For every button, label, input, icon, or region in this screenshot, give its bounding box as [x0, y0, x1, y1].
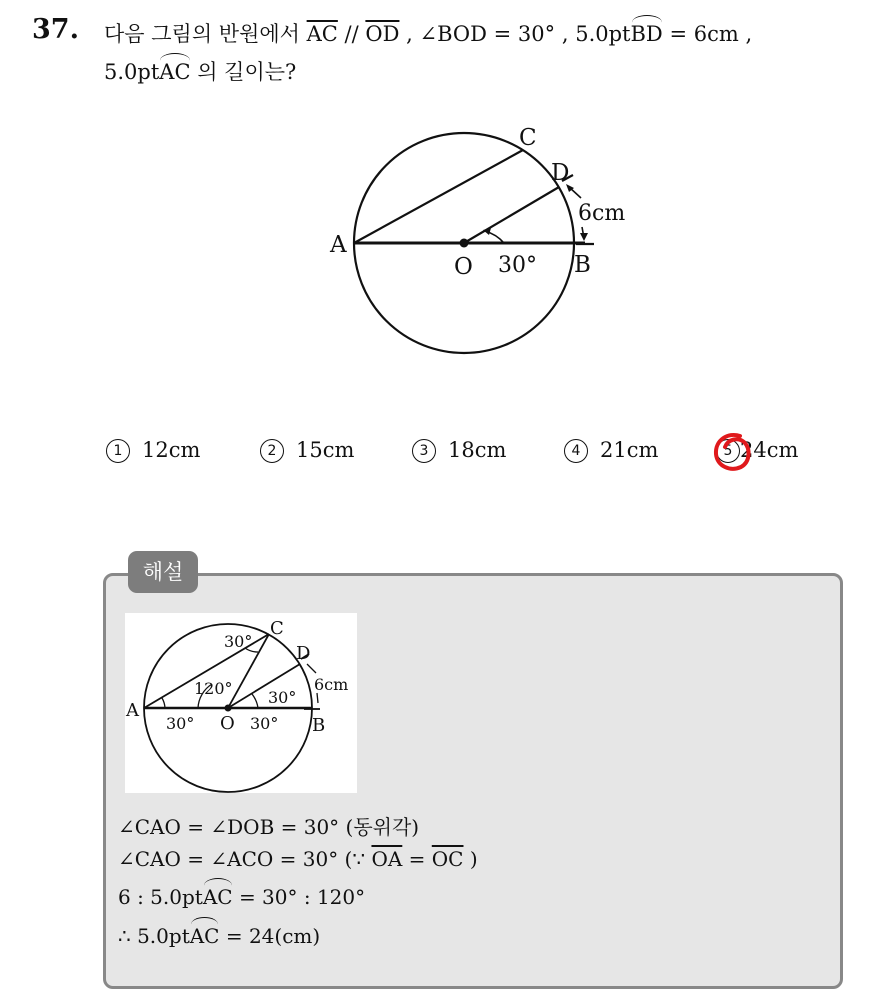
line2-suffix: ): [469, 847, 478, 871]
arc-ac: AC: [159, 60, 191, 84]
solution-line-3: [118, 885, 365, 909]
label-o: O: [220, 713, 235, 734]
segment-od: $\overline{OD}$: [365, 22, 400, 46]
label-angle-a: 30°: [166, 714, 195, 733]
solution-line-4: [118, 924, 320, 948]
angle-bod: ∠BOD = 30°: [419, 22, 556, 46]
problem-figure: [320, 110, 660, 360]
segment-oa: $\overline{OA}$: [371, 847, 403, 871]
length-prefix: 5.0pt: [575, 22, 631, 46]
line4-prefix: ∴ 5.0pt: [118, 924, 190, 948]
arrowhead: [580, 233, 588, 241]
label-angle: 30°: [498, 253, 537, 278]
label-angle-b: 30°: [250, 714, 279, 733]
label-d: D: [551, 160, 570, 186]
segment-oc: $\overline{OC}$: [431, 847, 464, 871]
solution-figure: [125, 613, 357, 793]
answer-mark-icon: [710, 430, 756, 476]
choice-text: 21cm: [600, 438, 659, 462]
choice-3[interactable]: [412, 438, 506, 463]
choice-1[interactable]: [106, 438, 200, 463]
label-length: 6cm: [314, 675, 349, 694]
choice-text: 12cm: [142, 438, 201, 462]
line4-suffix: = 24(cm): [225, 924, 321, 948]
angle-arc: [162, 698, 165, 708]
center-dot: [225, 705, 232, 712]
parallel-symbol: //: [344, 22, 359, 46]
length-value: = 6cm: [669, 22, 739, 46]
angle-arc: [252, 694, 258, 708]
label-b: B: [312, 715, 326, 736]
question-text: 다음 그림의 반원에서: [104, 22, 300, 46]
solution-diagram: [125, 613, 357, 793]
comma: ,: [406, 22, 413, 46]
label-c: C: [519, 125, 537, 151]
label-a: A: [126, 700, 139, 721]
solution-line-2: [118, 847, 478, 871]
question-number: 37.: [32, 14, 79, 45]
arc-bd: BD: [630, 22, 663, 46]
comma: ,: [745, 22, 753, 46]
segment-ac: $\overline{AC}$: [306, 22, 338, 46]
choice-number: 2: [260, 439, 284, 463]
choice-2[interactable]: [260, 438, 354, 463]
line2-prefix: ∠CAO = ∠ACO = 30° (∵: [118, 847, 366, 871]
length-prefix: 5.0pt: [104, 60, 160, 84]
choice-text: 15cm: [296, 438, 355, 462]
choice-number: 4: [564, 439, 588, 463]
label-angle-d: 30°: [268, 688, 297, 707]
choice-number: 3: [412, 439, 436, 463]
question-ask: 의 길이는?: [197, 60, 297, 84]
radius-od: [464, 187, 559, 243]
question-line-2: [104, 56, 296, 86]
solution-tab: 해설: [128, 551, 198, 593]
label-angle-c: 30°: [224, 632, 253, 651]
choice-text: 18cm: [448, 438, 507, 462]
choice-number: 1: [106, 439, 130, 463]
question-line-1: [104, 18, 752, 48]
label-a: A: [330, 232, 347, 258]
choice-5[interactable]: [716, 438, 798, 463]
equals: =: [408, 847, 426, 871]
label-length: 6cm: [578, 201, 626, 226]
label-b: B: [574, 252, 591, 278]
line3-suffix: = 30° : 120°: [238, 885, 366, 909]
arc-ac: AC: [189, 924, 220, 948]
center-dot: [460, 239, 469, 248]
choice-4[interactable]: [564, 438, 658, 463]
arc-ac: AC: [202, 885, 233, 909]
label-d: D: [296, 643, 311, 664]
choice-text: 24cm: [740, 438, 799, 462]
label-o: O: [454, 254, 473, 280]
label-c: C: [270, 618, 284, 639]
answer-choices: [106, 438, 826, 474]
chord-ac: [354, 150, 523, 243]
solution-line-1: ∠CAO = ∠DOB = 30° (동위각): [118, 815, 420, 839]
comma: ,: [561, 22, 569, 46]
line3-prefix: 6 : 5.0pt: [118, 885, 203, 909]
label-angle-center: 120°: [194, 679, 233, 698]
choice-number: 5: [716, 439, 740, 463]
